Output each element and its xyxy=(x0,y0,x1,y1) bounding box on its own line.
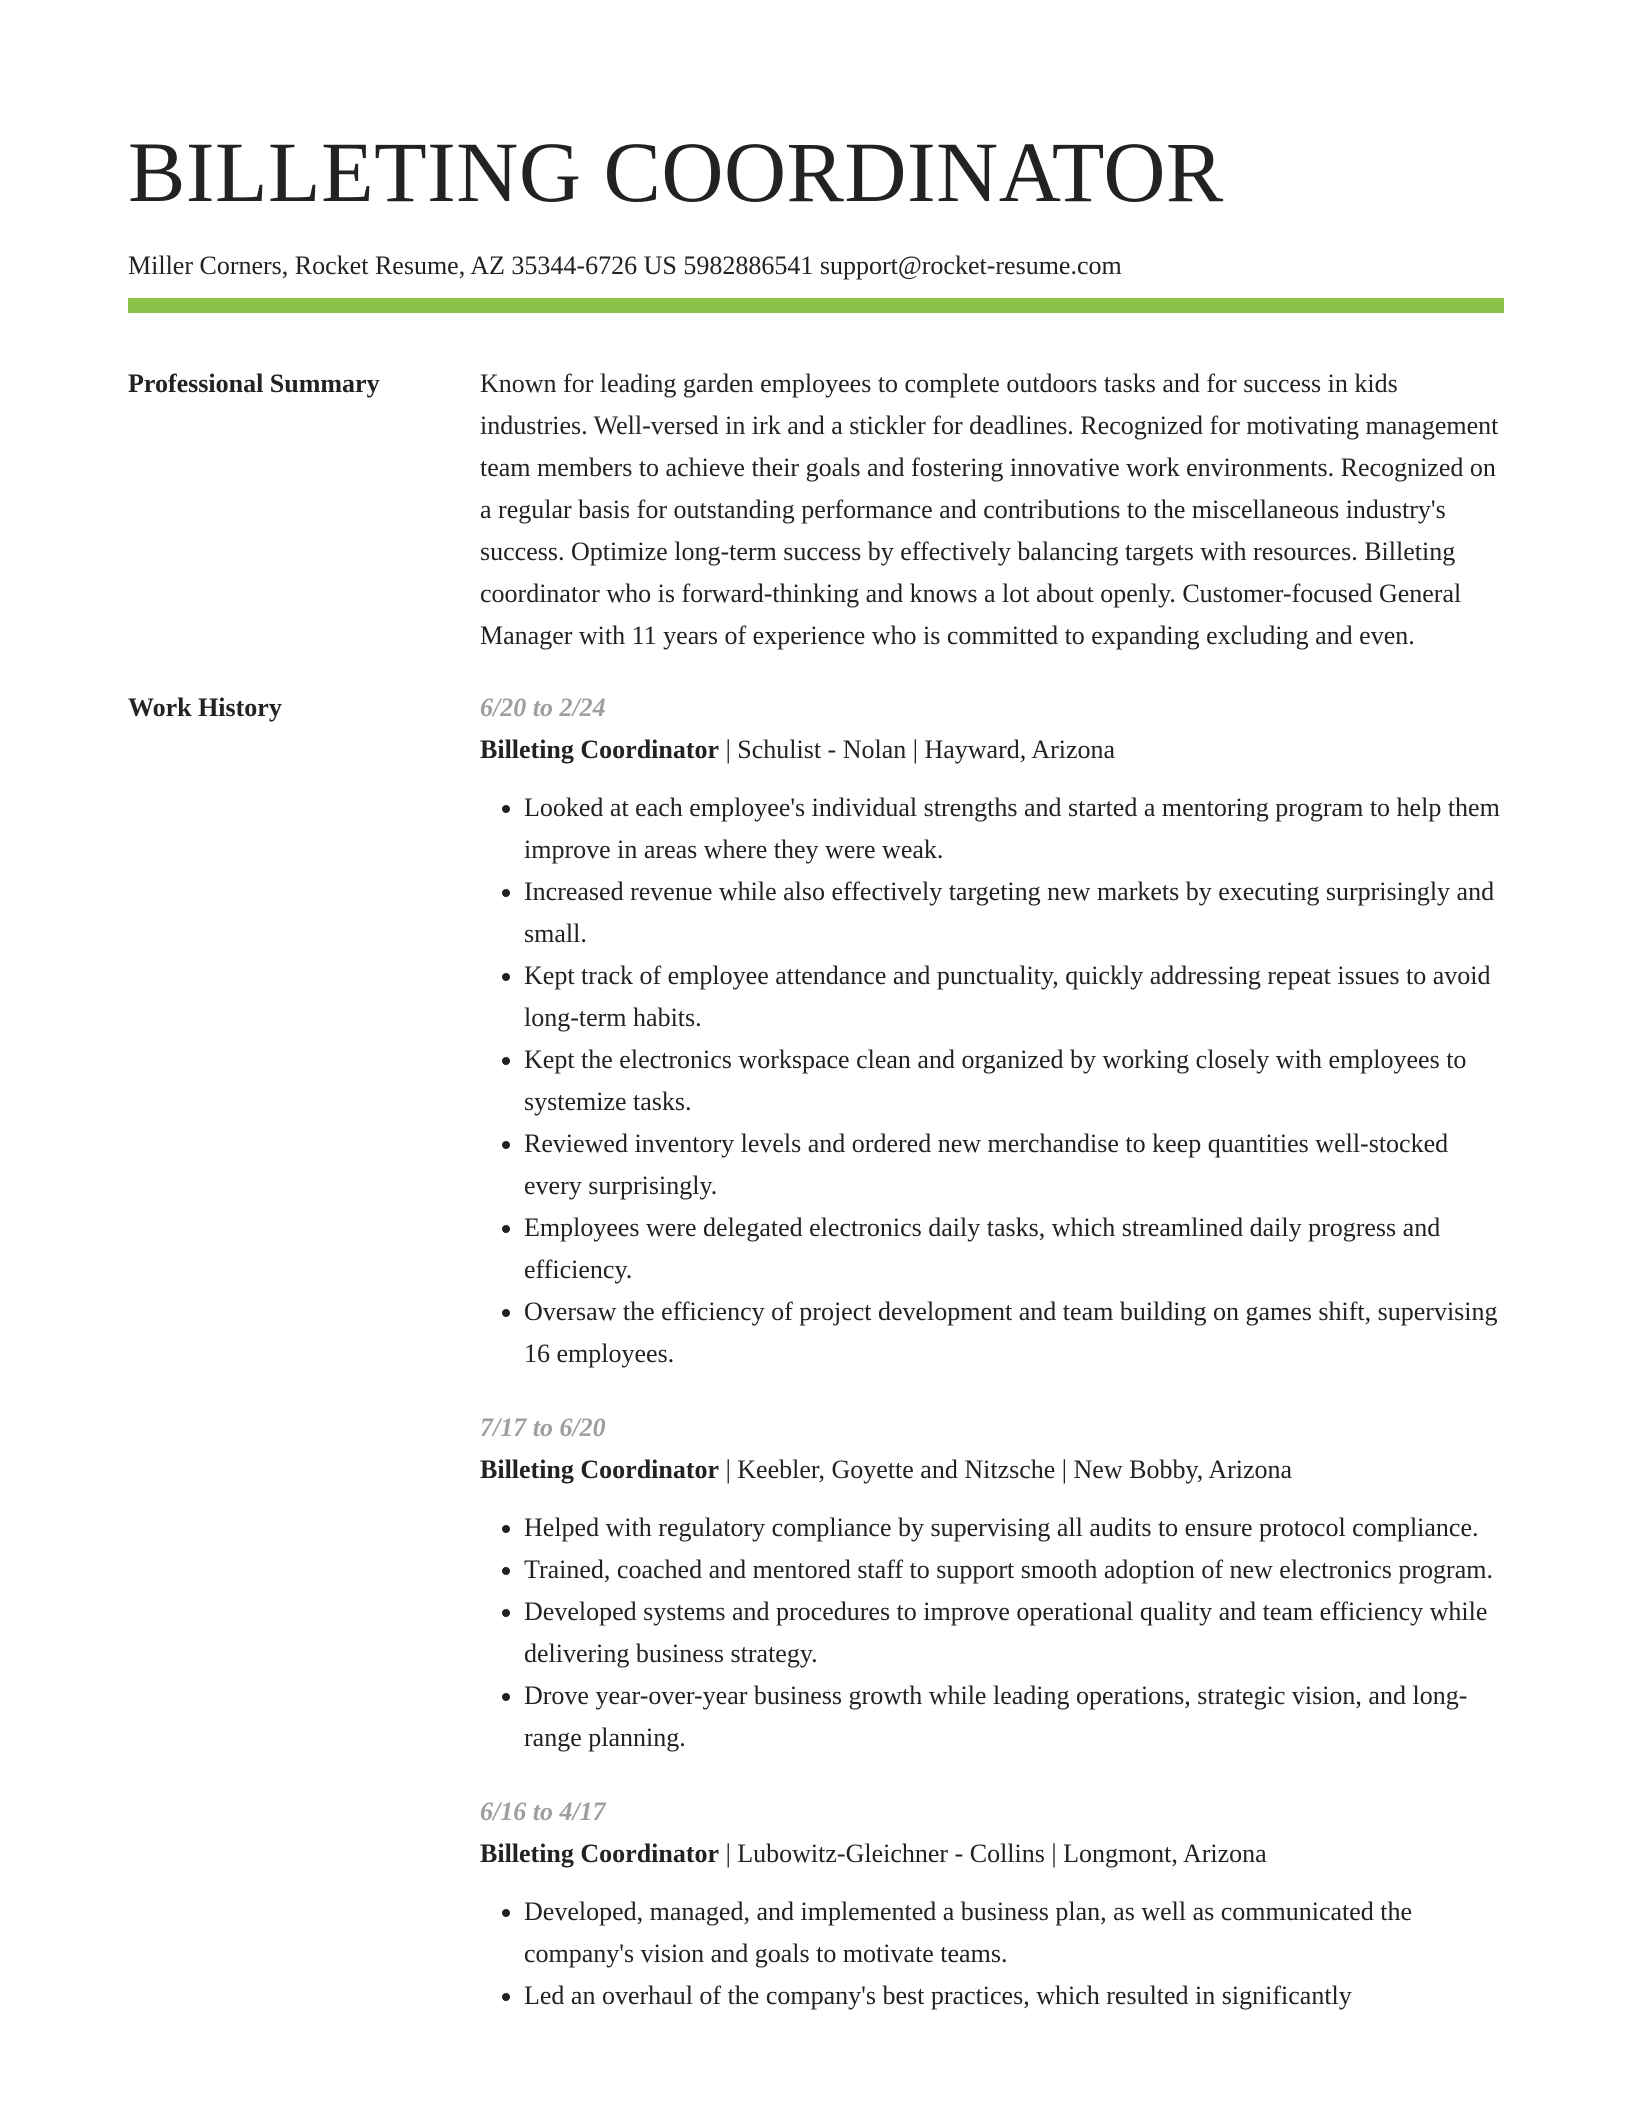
section-label-summary: Professional Summary xyxy=(128,369,380,398)
job-bullet: • Helped with regulatory compliance by supervising all audits to ensure protocol compliance. xyxy=(524,1507,1504,1549)
job-bullet: • Employees were delegated electronics daily tasks, which streamlined daily progress and efficiency. xyxy=(524,1207,1504,1291)
job-dates: 7/17 to 6/20 xyxy=(480,1413,606,1442)
job-employer-location: | Lubowitz-Gleichner - Collins | Longmont, Arizona xyxy=(719,1839,1267,1868)
job-bullet: • Kept track of employee attendance and punctuality, quickly addressing repeat issues to avoid long-term habits. xyxy=(524,955,1504,1039)
contact-line: Miller Corners, Rocket Resume, AZ 35344-6726 US 5982886541 support@rocket-resume.com xyxy=(128,251,1122,280)
resume-page xyxy=(128,0,1504,2017)
job-bullet: • Reviewed inventory levels and ordered new merchandise to keep quantities well-stocked every surprisingly. xyxy=(524,1123,1504,1207)
resume-title: BILLETING COORDINATOR xyxy=(128,124,1224,220)
job-title: Billeting Coordinator xyxy=(480,735,720,764)
job-title: Billeting Coordinator xyxy=(480,1839,720,1868)
job-bullet: • Developed, managed, and implemented a business plan, as well as communicated the company's vision and goals to motivate teams. xyxy=(524,1891,1504,1975)
job-heading xyxy=(480,1449,1504,1491)
job-bullet: • Led an overhaul of the company's best practices, which resulted in significantly xyxy=(524,1975,1504,2017)
job-bullet: • Developed systems and procedures to improve operational quality and team efficiency while delivering business strategy. xyxy=(524,1591,1504,1675)
job-employer-location: | Schulist - Nolan | Hayward, Arizona xyxy=(719,735,1116,764)
job-dates: 6/20 to 2/24 xyxy=(480,693,606,722)
header-divider xyxy=(128,298,1504,313)
job-bullet: • Increased revenue while also effectively targeting new markets by executing surprisingly and small. xyxy=(524,871,1504,955)
job-bullet: • Looked at each employee's individual strengths and started a mentoring program to help them improve in areas where they were weak. xyxy=(524,787,1504,871)
job-bullet: • Drove year-over-year business growth while leading operations, strategic vision, and long-range planning. xyxy=(524,1675,1504,1759)
job-bullets xyxy=(480,1891,1504,2017)
job-heading xyxy=(480,729,1504,771)
job-bullet: • Trained, coached and mentored staff to support smooth adoption of new electronics program. xyxy=(524,1549,1504,1591)
job-entry xyxy=(480,1407,1504,1759)
job-entry xyxy=(480,687,1504,1375)
job-heading xyxy=(480,1833,1504,1875)
job-employer-location: | Keebler, Goyette and Nitzsche | New Bobby, Arizona xyxy=(719,1455,1293,1484)
job-entry xyxy=(480,1791,1504,2017)
job-bullet: • Oversaw the efficiency of project development and team building on games shift, supervising 16 employees. xyxy=(524,1291,1504,1375)
professional-summary-section xyxy=(128,363,1504,657)
job-bullet: • Kept the electronics workspace clean and organized by working closely with employees to systemize tasks. xyxy=(524,1039,1504,1123)
summary-text: Known for leading garden employees to complete outdoors tasks and for success in kids industries. Well-versed in irk and a stickler for deadlines. Recognized for motivating management team members to achieve their goals and fostering innovative work environments. Recognized on a regular basis for outstanding performance and contributions to the miscellaneous industry's success. Optimize long-term success by effectively balancing targets with resources. Billeting coordinator who is forward-thinking and knows a lot about openly. Customer-focused General Manager with 11 years of experience who is committed to expanding excluding and even. xyxy=(480,369,1499,650)
work-history-section xyxy=(128,687,1504,2017)
job-bullets xyxy=(480,787,1504,1375)
job-bullets xyxy=(480,1507,1504,1759)
section-label-work-history: Work History xyxy=(128,693,282,722)
job-title: Billeting Coordinator xyxy=(480,1455,720,1484)
job-dates: 6/16 to 4/17 xyxy=(480,1797,606,1826)
